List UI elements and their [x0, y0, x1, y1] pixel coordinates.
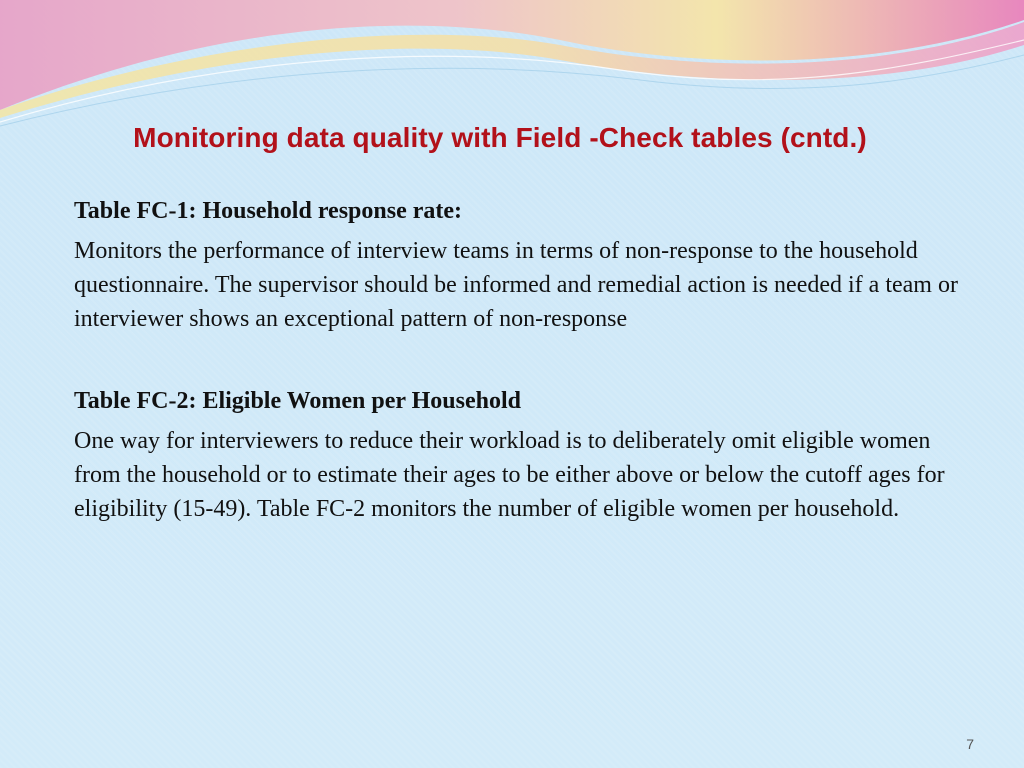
- section-body-fc1: Monitors the performance of interview teams in terms of non-response to the household questionnaire. The supervisor should be informed and remedial action is needed if a team or interviewer shows an exceptional pattern of non-response: [74, 238, 958, 332]
- section-heading-fc1: Table FC-1: Household response rate:: [74, 198, 463, 224]
- section-spacer: [74, 336, 964, 384]
- page-number: 7: [966, 736, 974, 752]
- section-heading-fc2: Table FC-2: Eligible Women per Household: [74, 388, 521, 414]
- decorative-wave-banner: [0, 0, 1024, 130]
- slide-title: Monitoring data quality with Field -Check tables (cntd.): [133, 122, 867, 153]
- slide-content: [74, 194, 964, 526]
- section-body-fc2: One way for interviewers to reduce their workload is to deliberately omit eligible women from the household or to estimate their ages to be either above or below the cutoff ages for eligibility (15-49). Table FC-2 monitors the number of eligible women per household.: [74, 428, 945, 522]
